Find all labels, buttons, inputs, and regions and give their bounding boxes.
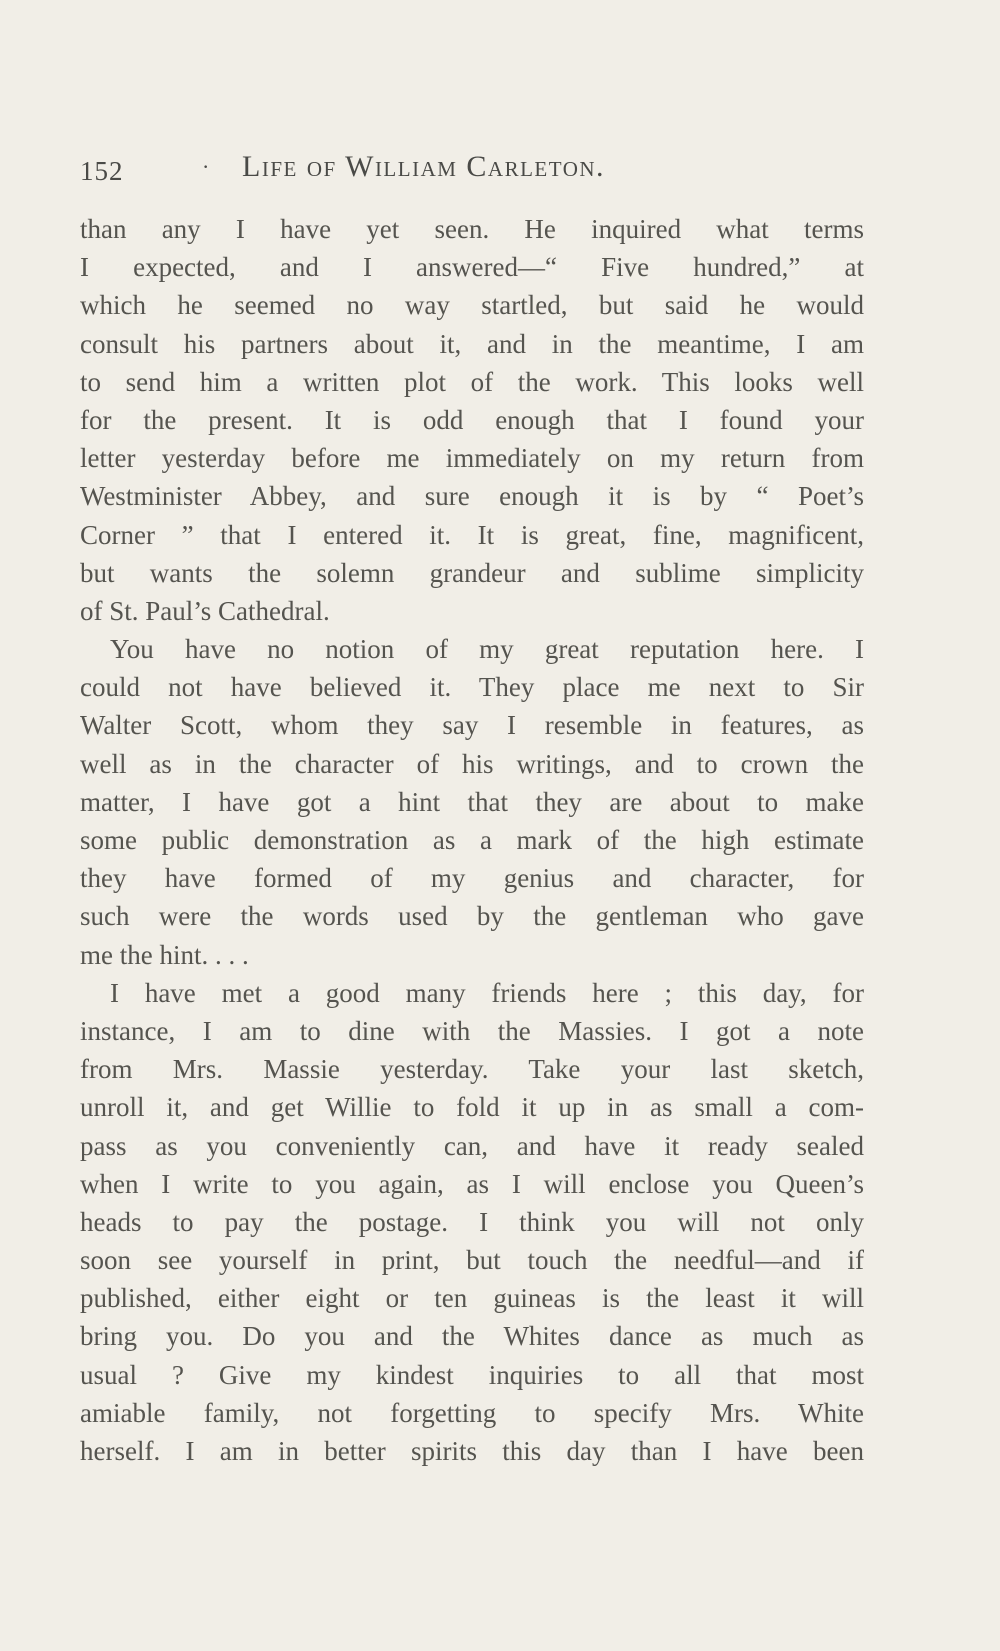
text-line: bring you. Do you and the Whites dance as much as	[80, 1321, 864, 1352]
text-line: of St. Paul’s Cathedral.	[80, 595, 330, 626]
text-line: unroll it, and get Willie to fold it up in as small a com-	[80, 1092, 864, 1123]
text-line: You have no notion of my great reputation here. I	[110, 634, 864, 665]
text-line: usual ? Give my kindest inquiries to all that most	[80, 1359, 864, 1390]
text-line: amiable family, not forgetting to specify Mrs. White	[80, 1397, 864, 1428]
text-line: to send him a written plot of the work. This looks well	[80, 366, 864, 397]
text-line: when I write to you again, as I will enclose you Queen’s	[80, 1168, 864, 1199]
paragraph-3	[80, 974, 864, 1470]
text-line: could not have believed it. They place me next to Sir	[80, 672, 864, 703]
text-line: for the present. It is odd enough that I found your	[80, 404, 864, 435]
header-separator: ·	[202, 154, 211, 179]
text-line: I expected, and I answered—“ Five hundred,” at	[80, 252, 864, 283]
text-line: soon see yourself in print, but touch the needful—and if	[80, 1245, 864, 1276]
text-line: published, either eight or ten guineas is the least it will	[80, 1283, 864, 1314]
text-line: herself. I am in better spirits this day than I have been	[80, 1436, 864, 1466]
text-line: I have met a good many friends here ; this day, for	[110, 977, 864, 1008]
text-line: from Mrs. Massie yesterday. Take your last sketch,	[80, 1054, 864, 1085]
text-line: than any I have yet seen. He inquired what terms	[80, 214, 864, 244]
text-line: pass as you conveniently can, and have it ready sealed	[80, 1130, 864, 1161]
text-line: Westminister Abbey, and sure enough it is by “ Poet’s	[80, 481, 864, 512]
text-line: Walter Scott, whom they say I resemble in features, as	[80, 710, 864, 741]
text-line: but wants the solemn grandeur and sublime simplicity	[80, 557, 864, 588]
text-line: matter, I have got a hint that they are about to make	[80, 786, 864, 817]
text-line: me the hint. . . .	[80, 939, 249, 970]
text-line: they have formed of my genius and character, for	[80, 863, 864, 894]
running-head	[80, 150, 870, 194]
text-line: consult his partners about it, and in the meantime, I am	[80, 328, 864, 359]
text-line: heads to pay the postage. I think you will not only	[80, 1206, 864, 1237]
text-line: such were the words used by the gentleman who gave	[80, 901, 864, 932]
body-text	[80, 210, 864, 1470]
text-line: which he seemed no way startled, but said he would	[80, 290, 864, 321]
text-line: some public demonstration as a mark of the high estimate	[80, 825, 864, 855]
text-line: letter yesterday before me immediately on my return from	[80, 443, 864, 474]
paragraph-1	[80, 210, 864, 630]
page-number: 152	[80, 156, 124, 186]
running-title: Life of William Carleton.	[242, 150, 606, 183]
text-line: instance, I am to dine with the Massies. I got a note	[80, 1015, 864, 1046]
text-line: Corner ” that I entered it. It is great, fine, magnificent,	[80, 519, 864, 550]
paragraph-2	[80, 630, 864, 974]
text-line: well as in the character of his writings, and to crown the	[80, 748, 864, 779]
